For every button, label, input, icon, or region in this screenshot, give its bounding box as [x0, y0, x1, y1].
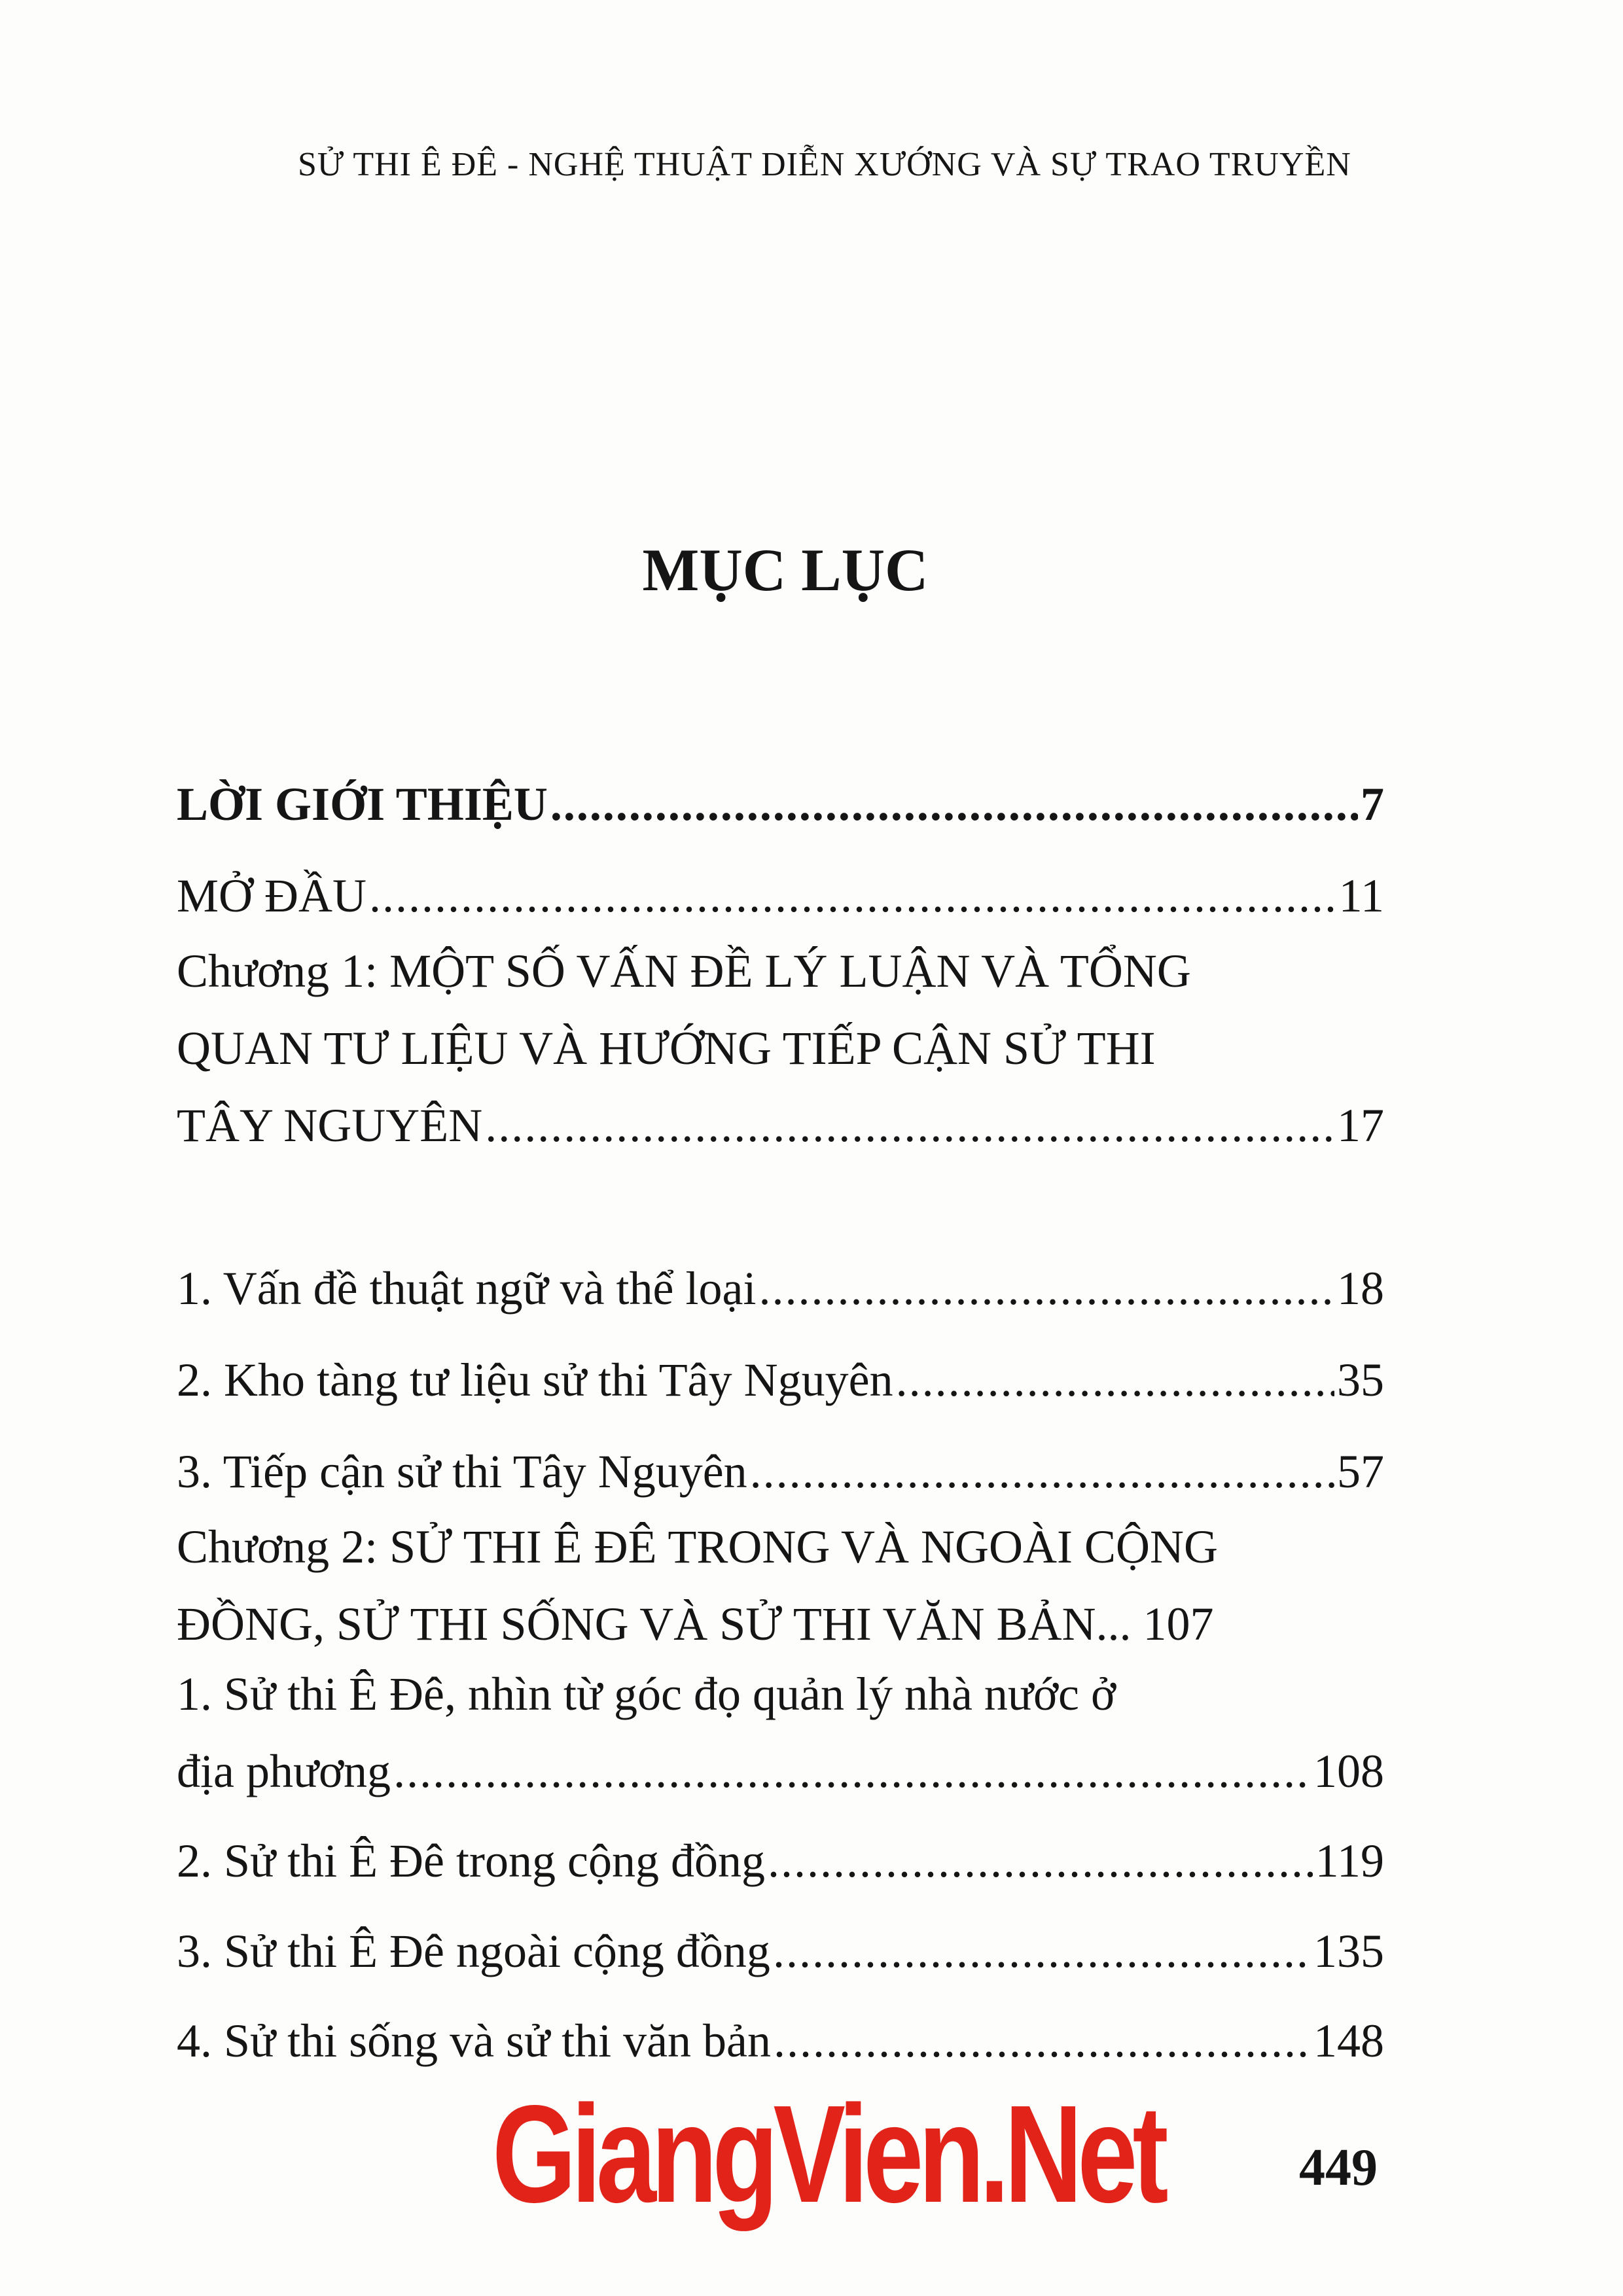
toc-entry-text-line: 1. Sử thi Ê Đê, nhìn từ góc đọ quản lý nhà nước ở: [177, 1668, 1116, 1720]
toc-page-number: 35: [1337, 1354, 1384, 1406]
dot-leader: [750, 1433, 1334, 1510]
toc-page-number: 119: [1315, 1835, 1384, 1887]
toc-entry-section-2-3[interactable]: [177, 1913, 1384, 1990]
toc-entry-text-line: Chương 2: SỬ THI Ê ĐÊ TRONG VÀ NGOÀI CỘNG: [177, 1521, 1218, 1573]
toc-entry-section-2-2[interactable]: [177, 1822, 1384, 1899]
toc-entry-label: TÂY NGUYÊN: [177, 1099, 483, 1152]
toc-entry-section-2-1[interactable]: [177, 1655, 1384, 1810]
toc-entry-section-1-1[interactable]: [177, 1250, 1384, 1327]
dot-leader: [485, 1087, 1334, 1164]
dot-leader: [774, 2002, 1311, 2079]
toc-entry-text-line: ĐỒNG, SỬ THI SỐNG VÀ SỬ THI VĂN BẢN... 107: [177, 1598, 1214, 1650]
dot-leader: [393, 1733, 1311, 1810]
toc-entry-label: 3. Sử thi Ê Đê ngoài cộng đồng: [177, 1925, 770, 1977]
toc-page-number: 17: [1337, 1099, 1384, 1152]
watermark-logo: GiangVien.Net: [492, 2076, 1164, 2231]
dot-leader: [550, 766, 1358, 843]
toc-entry-section-1-2[interactable]: [177, 1341, 1384, 1419]
toc-entry-label: 4. Sử thi sống và sử thi văn bản: [177, 2015, 772, 2067]
dot-leader: [369, 857, 1336, 934]
toc-entry-loi-gioi-thieu[interactable]: [177, 766, 1384, 843]
toc-entry-label: 1. Vấn đề thuật ngữ và thể loại: [177, 1262, 757, 1315]
page-number: 449: [1299, 2139, 1378, 2197]
toc-page-number: 11: [1338, 870, 1384, 922]
running-header: SỬ THI Ê ĐÊ - NGHỆ THUẬT DIỄN XƯỚNG VÀ SỰ TRAO TRUYỀN: [298, 146, 1351, 183]
toc-page-number: 7: [1361, 778, 1384, 830]
toc-page-number: 108: [1313, 1745, 1384, 1797]
toc-page-number: 148: [1313, 2015, 1384, 2067]
toc-page-number: 135: [1313, 1925, 1384, 1977]
toc-entry-label: LỜI GIỚI THIỆU: [177, 778, 548, 830]
dot-leader: [773, 1913, 1311, 1990]
page-title: MỤC LỤC: [642, 537, 929, 603]
toc-entry-text-line: QUAN TƯ LIỆU VÀ HƯỚNG TIẾP CẬN SỬ THI: [177, 1022, 1156, 1074]
toc-entry-label: địa phương: [177, 1745, 391, 1797]
toc-entry-text-line: Chương 1: MỘT SỐ VẤN ĐỀ LÝ LUẬN VÀ TỔNG: [177, 945, 1191, 997]
toc-page-number: 57: [1337, 1445, 1384, 1498]
toc-entry-section-1-3[interactable]: [177, 1433, 1384, 1510]
toc-entry-label: 3. Tiếp cận sử thi Tây Nguyên: [177, 1445, 747, 1498]
toc-entry-chuong-2[interactable]: [177, 1508, 1384, 1663]
dot-leader: [758, 1250, 1334, 1327]
toc-entry-mo-dau[interactable]: [177, 857, 1384, 934]
toc-page-number: 18: [1337, 1262, 1384, 1315]
toc-entry-label: MỞ ĐẦU: [177, 870, 367, 922]
toc-entry-section-2-4[interactable]: [177, 2002, 1384, 2079]
toc-entry-label: 2. Sử thi Ê Đê trong cộng đồng: [177, 1835, 765, 1887]
toc-entry-chuong-1[interactable]: [177, 932, 1384, 1164]
dot-leader: [896, 1341, 1334, 1419]
dot-leader: [768, 1822, 1313, 1899]
toc-entry-label: 2. Kho tàng tư liệu sử thi Tây Nguyên: [177, 1354, 893, 1406]
